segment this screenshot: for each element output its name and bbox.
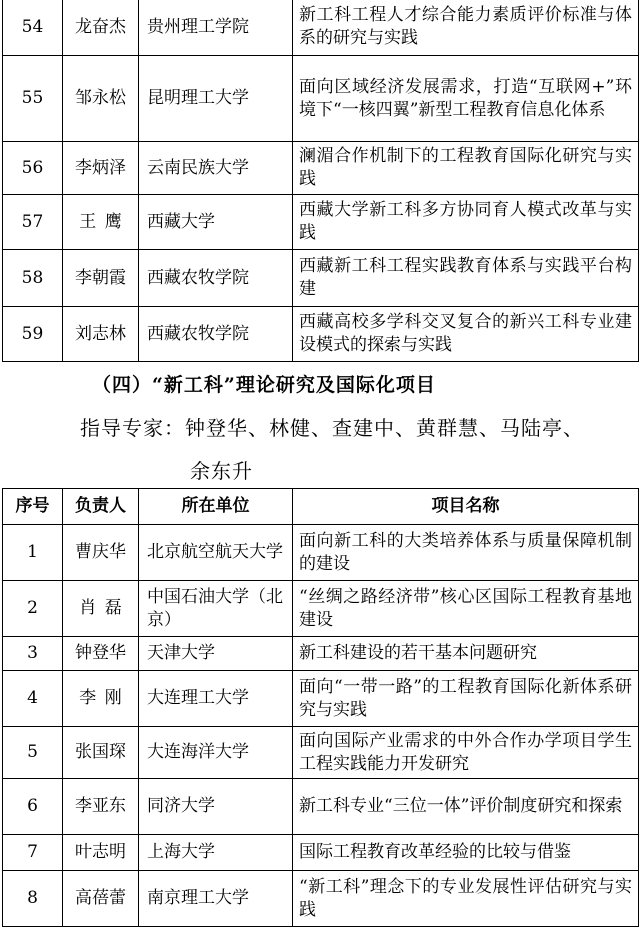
row-project: “丝绸之路经济带”核心区国际工程教育基地建设: [293, 581, 639, 637]
row-project: 面向新工科的大类培养体系与质量保障机制的建设: [293, 525, 639, 581]
row-leader: 李炳泽: [63, 142, 139, 195]
table-row: [3, 195, 639, 250]
row-leader: 邹永松: [63, 56, 139, 142]
table-row: [3, 727, 639, 779]
table-row: [3, 671, 639, 727]
row-number: 7: [3, 835, 63, 871]
row-number: 54: [3, 0, 63, 56]
table-row: [3, 871, 639, 927]
row-leader: 李亚东: [63, 779, 139, 835]
row-unit: 西藏农牧学院: [139, 250, 293, 307]
table-header-row: [3, 489, 639, 525]
row-unit: 大连理工大学: [139, 671, 293, 727]
row-unit: 云南民族大学: [139, 142, 293, 195]
row-unit: 西藏农牧学院: [139, 307, 293, 362]
table-row: [3, 525, 639, 581]
table-row: [3, 779, 639, 835]
row-number: 5: [3, 727, 63, 779]
row-number: 6: [3, 779, 63, 835]
guiding-experts-line-1: 指导专家：钟登华、林健、查建中、黄群慧、马陆亭、: [80, 416, 584, 440]
row-project: 西藏高校多学科交叉复合的新兴工科专业建设模式的探索与实践: [293, 307, 639, 362]
row-unit: 南京理工大学: [139, 871, 293, 927]
row-number: 3: [3, 637, 63, 671]
row-leader: 王鹰: [63, 195, 139, 250]
row-project: 西藏新工科工程实践教育体系与实践平台构建: [293, 250, 639, 307]
row-number: 57: [3, 195, 63, 250]
theory-international-project-table: [2, 488, 639, 927]
row-leader: 李朝霞: [63, 250, 139, 307]
row-project: 新工科专业“三位一体”评价制度研究和探索: [293, 779, 639, 835]
row-project: 面向区域经济发展需求，打造“互联网+”环境下“一核四翼”新型工程教育信息化体系: [293, 56, 639, 142]
header-unit: 所在单位: [139, 489, 293, 525]
row-unit: 北京航空航天大学: [139, 525, 293, 581]
row-unit: 昆明理工大学: [139, 56, 293, 142]
row-number: 2: [3, 581, 63, 637]
row-number: 56: [3, 142, 63, 195]
table-row: [3, 0, 639, 56]
row-unit: 上海大学: [139, 835, 293, 871]
row-project: 西藏大学新工科多方协同育人模式改革与实践: [293, 195, 639, 250]
row-unit: 天津大学: [139, 637, 293, 671]
row-unit: 中国石油大学（北京）: [139, 581, 293, 637]
row-leader: 刘志林: [63, 307, 139, 362]
table-row: [3, 250, 639, 307]
row-number: 55: [3, 56, 63, 142]
row-number: 59: [3, 307, 63, 362]
table-row: [3, 637, 639, 671]
header-project: 项目名称: [293, 489, 639, 525]
row-leader: 龙奋杰: [63, 0, 139, 56]
row-project: “新工科”理念下的专业发展性评估研究与实践: [293, 871, 639, 927]
row-unit: 同济大学: [139, 779, 293, 835]
row-leader: 李刚: [63, 671, 139, 727]
table-row: [3, 56, 639, 142]
row-leader: 钟登华: [63, 637, 139, 671]
row-project: 澜湄合作机制下的工程教育国际化研究与实践: [293, 142, 639, 195]
row-unit: 西藏大学: [139, 195, 293, 250]
row-number: 4: [3, 671, 63, 727]
row-leader: 张国琛: [63, 727, 139, 779]
row-project: 新工科工程人才综合能力素质评价标准与体系的研究与实践: [293, 0, 639, 56]
guiding-experts-line-2: 余东升: [190, 459, 253, 483]
header-leader: 负责人: [63, 489, 139, 525]
row-project: 国际工程教育改革经验的比较与借鉴: [293, 835, 639, 871]
row-project: 面向国际产业需求的中外合作办学项目学生工程实践能力开发研究: [293, 727, 639, 779]
row-leader: 曹庆华: [63, 525, 139, 581]
row-number: 1: [3, 525, 63, 581]
table-row: [3, 835, 639, 871]
header-number: 序号: [3, 489, 63, 525]
table-row: [3, 581, 639, 637]
row-unit: 贵州理工学院: [139, 0, 293, 56]
row-leader: 肖磊: [63, 581, 139, 637]
row-unit: 大连海洋大学: [139, 727, 293, 779]
row-leader: 叶志明: [63, 835, 139, 871]
row-number: 58: [3, 250, 63, 307]
project-table-continued: [2, 0, 639, 362]
table-row: [3, 142, 639, 195]
table-row: [3, 307, 639, 362]
row-leader: 高蓓蕾: [63, 871, 139, 927]
row-project: 新工科建设的若干基本问题研究: [293, 637, 639, 671]
section-heading: （四）“新工科”理论研究及国际化项目: [92, 374, 436, 396]
row-project: 面向“一带一路”的工程教育国际化新体系研究与实践: [293, 671, 639, 727]
row-number: 8: [3, 871, 63, 927]
